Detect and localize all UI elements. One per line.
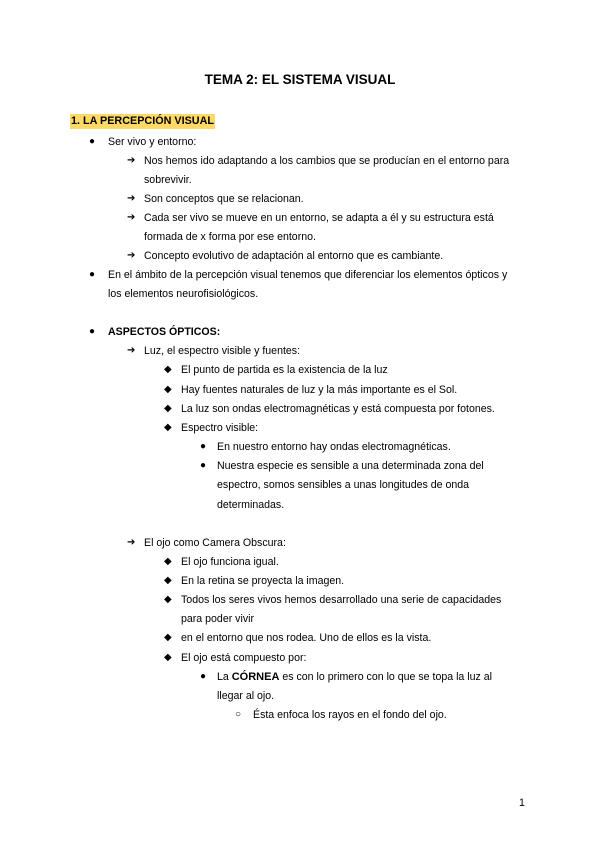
list-item: El ojo como Camera Obscura:: [144, 537, 286, 549]
list-item: Luz, el espectro visible y fuentes:: [144, 345, 301, 357]
diamond-bullet-icon: ◆: [164, 652, 172, 663]
document-title: TEMA 2: EL SISTEMA VISUAL: [204, 72, 396, 87]
page-number: 1: [519, 797, 525, 809]
list-item-continuation: los elementos neurofisiológicos.: [108, 288, 259, 300]
list-item: El ojo funciona igual.: [181, 556, 279, 568]
arrow-icon: ➔: [127, 250, 136, 261]
bullet-dot-icon: ●: [200, 441, 207, 452]
list-item: El punto de partida es la existencia de la luz: [181, 364, 388, 376]
list-item-continuation: espectro, somos sensibles a unas longitudes de onda: [217, 479, 470, 491]
subsection-heading: ASPECTOS ÓPTICOS:: [108, 326, 221, 338]
diamond-bullet-icon: ◆: [164, 403, 172, 414]
list-item: En nuestro entorno hay ondas electromagnéticas.: [217, 441, 451, 453]
list-item: Concepto evolutivo de adaptación al entorno que es cambiante.: [144, 250, 444, 262]
list-item: El ojo está compuesto por:: [181, 652, 307, 664]
list-item-continuation: llegar al ojo.: [217, 690, 275, 702]
list-item: Hay fuentes naturales de luz y la más importante es el Sol.: [181, 384, 458, 396]
cornea-suffix: es con lo primero con lo que se topa la luz al: [279, 671, 492, 683]
list-item: En el ámbito de la percepción visual tenemos que diferenciar los elementos ópticos y: [108, 269, 508, 281]
bullet-dot-icon: ●: [200, 671, 207, 682]
diamond-bullet-icon: ◆: [164, 384, 172, 395]
list-item: Nos hemos ido adaptando a los cambios que se producían en el entorno para: [144, 155, 510, 167]
list-item: La luz son ondas electromagnéticas y está compuesta por fotones.: [181, 403, 495, 415]
list-item: Son conceptos que se relacionan.: [144, 193, 304, 205]
list-item-continuation: determinadas.: [217, 499, 285, 511]
bullet-dot-icon: ●: [89, 136, 96, 147]
list-item-continuation: para poder vivir: [181, 613, 255, 625]
diamond-bullet-icon: ◆: [164, 632, 172, 643]
arrow-icon: ➔: [127, 193, 136, 204]
list-item: en el entorno que nos rodea. Uno de ellos es la vista.: [181, 632, 432, 644]
arrow-icon: ➔: [127, 212, 136, 223]
bullet-dot-icon: ●: [89, 269, 96, 280]
section-heading: 1. LA PERCEPCIÓN VISUAL: [71, 115, 214, 127]
diamond-bullet-icon: ◆: [164, 556, 172, 567]
list-item: Espectro visible:: [181, 422, 259, 434]
list-item: Ésta enfoca los rayos en el fondo del ojo.: [253, 709, 447, 721]
list-item-continuation: formada de x forma por ese entorno.: [144, 231, 316, 243]
list-item-continuation: sobrevivir.: [144, 174, 192, 186]
bullet-dot-icon: ●: [200, 460, 207, 471]
list-item: Cada ser vivo se mueve en un entorno, se adapta a él y su estructura está: [144, 212, 494, 224]
list-item: Ser vivo y entorno:: [108, 136, 197, 148]
list-item: [217, 670, 492, 684]
list-item: Nuestra especie es sensible a una determinada zona del: [217, 460, 484, 472]
circle-bullet-icon: ○: [235, 709, 242, 720]
list-item: En la retina se proyecta la imagen.: [181, 575, 345, 587]
cornea-prefix: La: [217, 671, 232, 683]
arrow-icon: ➔: [127, 345, 136, 356]
list-item: Todos los seres vivos hemos desarrollado una serie de capacidades: [181, 594, 502, 606]
arrow-icon: ➔: [127, 155, 136, 166]
bullet-dot-icon: ●: [89, 326, 96, 337]
diamond-bullet-icon: ◆: [164, 594, 172, 605]
arrow-icon: ➔: [127, 537, 136, 548]
diamond-bullet-icon: ◆: [164, 575, 172, 586]
diamond-bullet-icon: ◆: [164, 364, 172, 375]
diamond-bullet-icon: ◆: [164, 422, 172, 433]
cornea-term: CÓRNEA: [231, 671, 280, 683]
